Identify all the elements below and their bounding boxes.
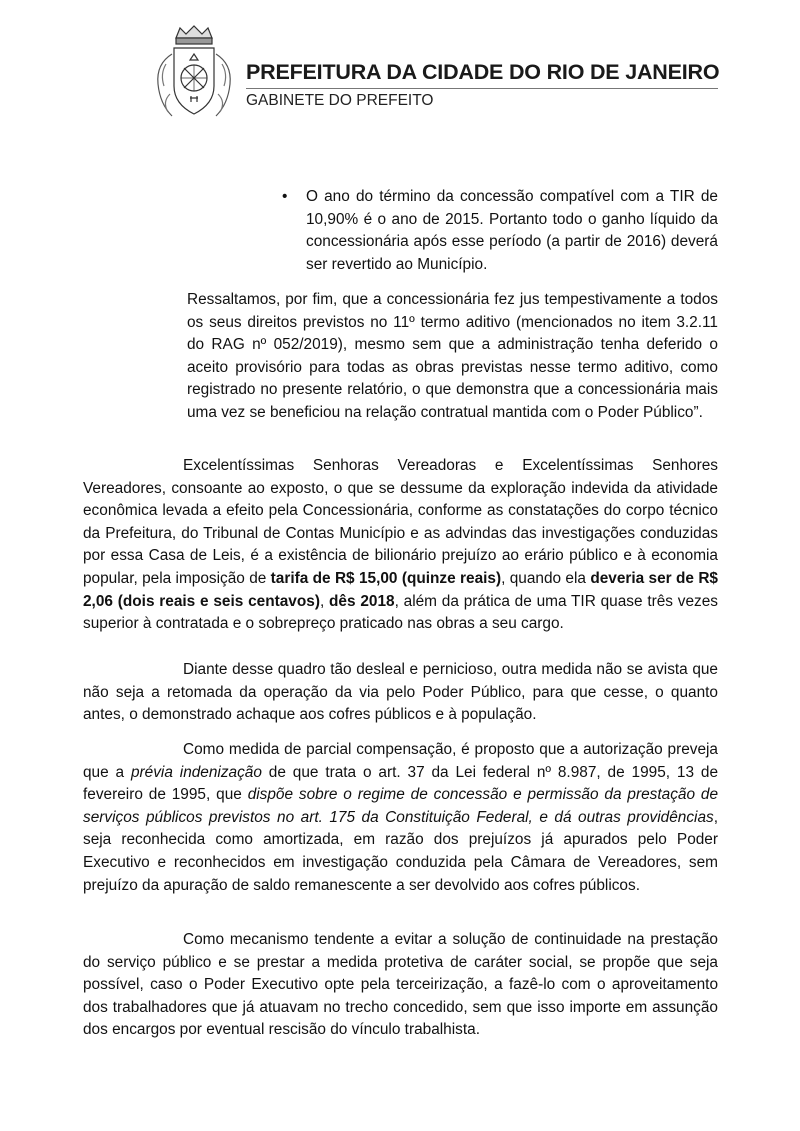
header-subtitle: GABINETE DO PREFEITO bbox=[246, 92, 434, 109]
highlight-deveria: deveria ser de R$ 2,06 (dois reais e seis centavos) bbox=[83, 569, 718, 610]
law-description: dispõe sobre o regime de concessão e permissão da prestação de serviços públicos previstos no art. 175 da Constituição Federal, e dá outras providências bbox=[83, 786, 719, 826]
bullet-marker: • bbox=[282, 188, 288, 205]
paragraph-1-text-b: , quando ela bbox=[501, 569, 591, 587]
paragraph-3 bbox=[83, 739, 718, 897]
highlight-year: dês 2018 bbox=[329, 592, 395, 610]
paragraph-3-text-c: , seja reconhecida como amortizada, em razão dos prejuízos já apurados pelo Poder Executivo e reconhecidos em investigação conduzida pela Câmara de Vereadores, sem prejuízo da apuração de saldo remanescente a ser devolvido aos cofres públicos. bbox=[83, 808, 718, 894]
quote-text: Ressaltamos, por fim, que a concessionária fez jus tempestivamente a todos os seus direitos previstos no 11º termo aditivo (mencionados no item 3.2.11 do RAG nº 052/2019), mesmo sem que a administração tenha deferido o aceito provisório para todas as obras previstas nesse termo aditivo, como registrado no presente relatório, o que demonstra que a concessionária mais uma vez se beneficiou na relação contratual mantida com o Poder Público”. bbox=[187, 291, 718, 421]
letterhead bbox=[146, 24, 726, 124]
paragraph-2: Diante desse quadro tão desleal e pernicioso, outra medida não se avista que não seja a retomada da operação da via pelo Poder Público, para que cesse, o quanto antes, o demonstrado achaque aos cofres públicos e à população. bbox=[83, 661, 718, 724]
header-divider bbox=[246, 88, 718, 89]
bullet-item bbox=[282, 186, 718, 276]
paragraph-3-text-a: Como medida de parcial compensação, é proposto que a autorização preveja que a bbox=[83, 741, 718, 781]
term-previa-indenizacao: prévia indenização bbox=[130, 763, 262, 781]
header-title: PREFEITURA DA CIDADE DO RIO DE JANEIRO bbox=[246, 60, 720, 84]
paragraph-1-text-d: , além da prática de uma TIR quase três vezes superior à contratada e o sobrepreço praticado nas obras a seu cargo. bbox=[83, 592, 718, 633]
paragraph-4: Como mecanismo tendente a evitar a solução de continuidade na prestação do serviço público e se prestar a medida protetiva de caráter social, se propõe que seja possível, caso o Poder Executivo opte pela terceirização, a fazê-lo com o aproveitamento dos trabalhadores que já atuavam no trecho concedido, sem que isso importe em assunção dos encargos por eventual rescisão do vínculo trabalhista. bbox=[83, 931, 718, 1039]
paragraph-3-text-b: de que trata o art. 37 da Lei federal nº 8.987, de 1995, 13 de fevereiro de 1995, que bbox=[83, 763, 718, 804]
paragraph-1-text-c: , bbox=[319, 592, 330, 610]
coat-of-arms-icon bbox=[146, 24, 242, 124]
paragraph-1 bbox=[83, 455, 718, 636]
highlight-tarifa: tarifa de R$ 15,00 (quinze reais) bbox=[270, 569, 502, 587]
paragraph-1-text-a: Excelentíssimas Senhoras Vereadoras e Excelentíssimas Senhores Vereadores, consoante ao exposto, o que se dessume da exploração indevida da atividade econômica levada a efeito pela Concessionária, conforme as constatações do corpo técnico da Prefeitura, do Tribunal de Contas Município e as advindas das investigações conduzidas por essa Casa de Leis, é a existência de bilionário prejuízo ao erário público e à economia popular, pela imposição de bbox=[83, 457, 718, 587]
quote-block bbox=[187, 289, 718, 425]
bullet-text: O ano do término da concessão compatível com a TIR de 10,90% é o ano de 2015. Portanto todo o ganho líquido da concessionária após esse período (a partir de 2016) deverá ser revertido ao Município. bbox=[306, 188, 718, 273]
